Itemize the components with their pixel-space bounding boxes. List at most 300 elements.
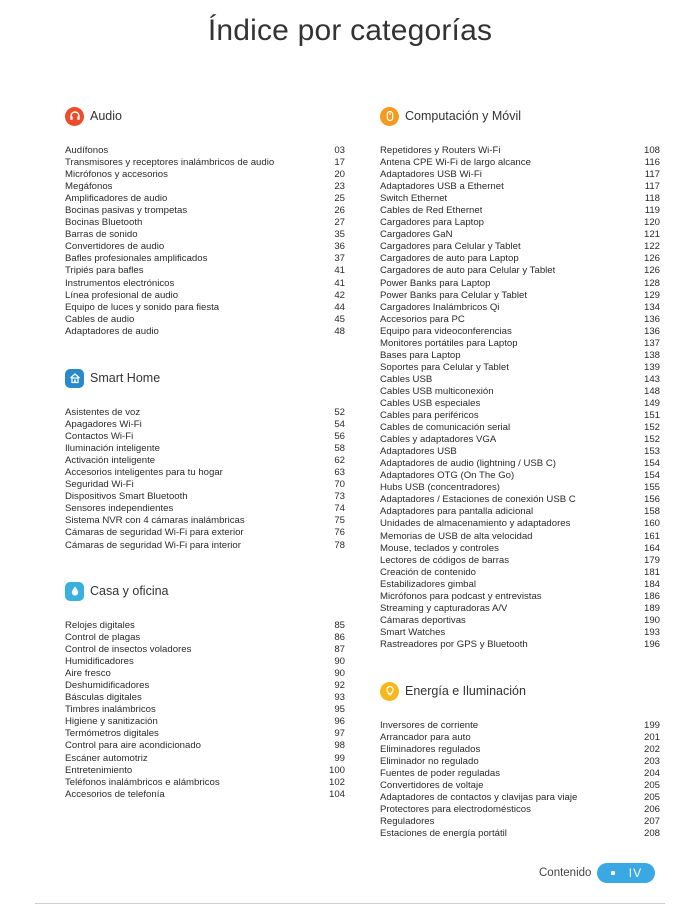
index-entry[interactable]	[380, 816, 660, 828]
index-entry[interactable]	[65, 644, 345, 656]
entry-page: 204	[643, 768, 660, 780]
index-entry[interactable]	[380, 482, 660, 494]
index-entry[interactable]	[65, 455, 345, 467]
index-entry[interactable]	[65, 407, 345, 419]
entry-name: Adaptadores de audio	[65, 325, 159, 337]
entry-page: 23	[334, 181, 345, 193]
entry-page: 128	[643, 277, 660, 289]
entry-page: 126	[643, 253, 660, 265]
entry-name: Iluminación inteligente	[65, 443, 160, 455]
entry-name: Convertidores de voltaje	[380, 780, 484, 792]
entry-page: 108	[643, 145, 660, 156]
section-title-smart-home: Smart Home	[90, 371, 161, 385]
index-entry[interactable]	[380, 290, 660, 302]
index-entry[interactable]	[65, 656, 345, 668]
index-entry[interactable]	[65, 278, 345, 290]
entry-page: 56	[334, 431, 345, 443]
entry-name: Audífonos	[65, 145, 109, 156]
entry-page: 153	[643, 446, 660, 458]
index-entry[interactable]	[65, 704, 345, 716]
entry-page: 137	[643, 337, 660, 349]
entry-list-smart-home	[65, 407, 345, 552]
footer-page-badge	[597, 863, 655, 883]
index-entry[interactable]	[380, 229, 660, 241]
index-entry[interactable]	[65, 491, 345, 503]
entry-page: 36	[334, 241, 345, 253]
entry-name: Apagadores Wi-Fi	[65, 419, 142, 431]
entry-page: 93	[334, 692, 345, 704]
entry-page: 92	[334, 680, 345, 692]
entry-name: Cables para periféricos	[380, 410, 479, 422]
index-entry[interactable]	[65, 169, 345, 181]
entry-name: Dispositivos Smart Bluetooth	[65, 491, 188, 503]
entry-page: 196	[643, 638, 660, 650]
entry-name: Cargadores de auto para Celular y Tablet	[380, 265, 556, 277]
entry-name: Humidificadores	[65, 656, 134, 668]
entry-page: 208	[643, 828, 660, 840]
index-entry[interactable]	[65, 789, 345, 801]
entry-name: Tripiés para bafles	[65, 265, 144, 277]
entry-page: 75	[334, 515, 345, 527]
entry-name: Antena CPE Wi-Fi de largo alcance	[380, 157, 531, 169]
index-entry[interactable]	[380, 422, 660, 434]
entry-page: 26	[334, 205, 345, 217]
entry-page: 152	[643, 434, 660, 446]
entry-name: Cámaras de seguridad Wi-Fi para interior	[65, 539, 241, 551]
entry-name: Transmisores y receptores inalámbricos de audio	[65, 157, 275, 169]
index-entry[interactable]	[380, 386, 660, 398]
index-entry[interactable]	[65, 740, 345, 752]
entry-page: 134	[643, 301, 660, 313]
entry-page: 52	[334, 407, 345, 418]
entry-name: Micrófonos y accesorios	[65, 169, 168, 181]
smart-home-icon	[65, 369, 84, 388]
entry-page: 63	[334, 467, 345, 479]
entry-name: Estaciones de energía portátil	[380, 828, 507, 840]
entry-page: 151	[643, 410, 660, 422]
entry-page: 160	[643, 518, 660, 530]
entry-page: 35	[334, 229, 345, 241]
entry-page: 90	[334, 668, 345, 680]
index-entry[interactable]	[65, 620, 345, 632]
entry-name: Sistema NVR con 4 cámaras inalámbricas	[65, 515, 245, 527]
entry-name: Memorias de USB de alta velocidad	[380, 530, 533, 542]
index-entry[interactable]	[380, 567, 660, 579]
index-entry[interactable]	[380, 374, 660, 386]
entry-page: 186	[643, 590, 660, 602]
entry-page: 100	[328, 764, 345, 776]
entry-page: 139	[643, 361, 660, 373]
entry-page: 74	[334, 503, 345, 515]
index-entry[interactable]	[380, 615, 660, 627]
entry-page: 154	[643, 470, 660, 482]
index-entry[interactable]	[65, 479, 345, 491]
index-entry[interactable]	[65, 680, 345, 692]
index-entry[interactable]	[380, 494, 660, 506]
entry-page: 42	[334, 289, 345, 301]
entry-name: Control de insectos voladores	[65, 644, 192, 656]
entry-name: Arrancador para auto	[380, 732, 471, 744]
index-entry[interactable]	[380, 362, 660, 374]
index-entry[interactable]	[380, 410, 660, 422]
entry-page: 25	[334, 193, 345, 205]
footer-square-icon	[611, 871, 615, 875]
entry-page: 17	[334, 157, 345, 169]
index-entry[interactable]	[380, 302, 660, 314]
index-entry[interactable]	[65, 632, 345, 644]
section-header-audio	[65, 105, 345, 127]
index-entry[interactable]	[65, 692, 345, 704]
section-header-computacion-movil	[380, 105, 660, 127]
entry-name: Cargadores GaN	[380, 229, 453, 241]
index-entry[interactable]	[65, 326, 345, 338]
lightbulb-icon	[380, 682, 399, 701]
entry-name: Estabilizadores gimbal	[380, 578, 476, 590]
index-entry[interactable]	[65, 253, 345, 265]
index-entry[interactable]	[65, 668, 345, 680]
index-entry[interactable]	[380, 458, 660, 470]
entry-name: Cargadores para Laptop	[380, 217, 485, 229]
index-entry[interactable]	[65, 314, 345, 326]
entry-page: 190	[643, 614, 660, 626]
entry-name: Adaptadores USB	[380, 446, 457, 458]
entry-name: Relojes digitales	[65, 620, 135, 631]
entry-name: Entretenimiento	[65, 764, 133, 776]
entry-name: Cámaras de seguridad Wi-Fi para exterior	[65, 527, 244, 539]
entry-page: 20	[334, 169, 345, 181]
entry-name: Protectores para electrodomésticos	[380, 804, 531, 816]
headphones-icon	[65, 107, 84, 126]
index-entry[interactable]	[65, 419, 345, 431]
entry-name: Contactos Wi-Fi	[65, 431, 134, 443]
entry-page: 95	[334, 704, 345, 716]
entry-name: Adaptadores USB Wi-Fi	[380, 169, 482, 181]
entry-name: Activación inteligente	[65, 455, 156, 467]
entry-page: 90	[334, 656, 345, 668]
index-entry[interactable]	[65, 765, 345, 777]
index-entry[interactable]	[380, 543, 660, 555]
entry-name: Deshumidificadores	[65, 680, 150, 692]
entry-page: 154	[643, 458, 660, 470]
index-entry[interactable]	[380, 506, 660, 518]
entry-name: Básculas digitales	[65, 692, 142, 704]
index-entry[interactable]	[65, 157, 345, 169]
index-entry[interactable]	[380, 579, 660, 591]
entry-page: 116	[644, 157, 660, 169]
index-entry[interactable]	[380, 217, 660, 229]
entry-page: 152	[643, 422, 660, 434]
entry-name: Teléfonos inalámbricos e alámbricos	[65, 776, 220, 788]
index-entry[interactable]	[380, 470, 660, 482]
entry-page: 41	[334, 277, 345, 289]
entry-name: Soportes para Celular y Tablet	[380, 361, 509, 373]
section-title-audio: Audio	[90, 109, 122, 123]
index-entry[interactable]	[65, 467, 345, 479]
index-entry[interactable]	[65, 265, 345, 277]
entry-page: 48	[334, 325, 345, 337]
entry-name: Inversores de corriente	[380, 720, 479, 731]
entry-name: Bocinas pasivas y trompetas	[65, 205, 188, 217]
entry-name: Higiene y sanitización	[65, 716, 158, 728]
entry-page: 37	[334, 253, 345, 265]
index-entry[interactable]	[65, 777, 345, 789]
section-title-energia-iluminacion: Energía e Iluminación	[405, 684, 526, 698]
entry-name: Reguladores	[380, 816, 435, 828]
entry-page: 155	[643, 482, 660, 494]
page-title: Índice por categorías	[207, 14, 493, 47]
index-entry[interactable]	[65, 443, 345, 455]
entry-page: 129	[643, 289, 660, 301]
index-entry[interactable]	[65, 431, 345, 443]
index-entry[interactable]	[380, 828, 660, 840]
entry-page: 121	[643, 229, 660, 241]
index-entry[interactable]	[380, 398, 660, 410]
entry-page: 70	[334, 479, 345, 491]
entry-name: Accesorios inteligentes para tu hogar	[65, 467, 223, 479]
index-entry[interactable]	[380, 205, 660, 217]
entry-name: Equipo de luces y sonido para fiesta	[65, 301, 220, 313]
index-entry[interactable]	[380, 756, 660, 768]
entry-name: Megáfonos	[65, 181, 113, 193]
section-energia-iluminacion	[380, 680, 660, 840]
index-entry[interactable]	[380, 732, 660, 744]
index-entry[interactable]	[380, 145, 660, 157]
index-entry[interactable]	[380, 591, 660, 603]
index-entry[interactable]	[65, 503, 345, 515]
index-entry[interactable]	[65, 540, 345, 552]
section-header-casa-oficina	[65, 580, 345, 602]
index-entry[interactable]	[65, 290, 345, 302]
entry-name: Monitores portátiles para Laptop	[380, 337, 518, 349]
index-entry[interactable]	[65, 515, 345, 527]
index-entry[interactable]	[380, 326, 660, 338]
entry-page: 54	[334, 419, 345, 431]
entry-page: 117	[644, 169, 660, 181]
index-entry[interactable]	[380, 265, 660, 277]
entry-page: 189	[643, 602, 660, 614]
index-entry[interactable]	[380, 555, 660, 567]
entry-page: 45	[334, 313, 345, 325]
entry-page: 149	[643, 397, 660, 409]
entry-page: 78	[334, 539, 345, 551]
entry-page: 122	[643, 241, 660, 253]
entry-page: 181	[643, 566, 660, 578]
entry-name: Adaptadores para pantalla adicional	[380, 506, 534, 518]
index-entry[interactable]	[380, 627, 660, 639]
entry-page: 58	[334, 443, 345, 455]
entry-page: 27	[334, 217, 345, 229]
index-entry[interactable]	[65, 217, 345, 229]
entry-name: Barras de sonido	[65, 229, 138, 241]
entry-page: 118	[644, 193, 660, 205]
entry-page: 85	[334, 620, 345, 631]
entry-name: Fuentes de poder reguladas	[380, 768, 501, 780]
index-entry[interactable]	[380, 744, 660, 756]
entry-page: 158	[643, 506, 660, 518]
entry-name: Adaptadores de audio (lightning / USB C)	[380, 458, 556, 470]
index-entry[interactable]	[380, 446, 660, 458]
index-entry[interactable]	[65, 527, 345, 539]
entry-name: Adaptadores de contactos y clavijas para viaje	[380, 792, 578, 804]
entry-name: Micrófonos para podcast y entrevistas	[380, 590, 542, 602]
index-entry[interactable]	[65, 193, 345, 205]
index-entry[interactable]	[65, 302, 345, 314]
entry-name: Termómetros digitales	[65, 728, 159, 740]
index-entry[interactable]	[65, 241, 345, 253]
entry-page: 87	[334, 644, 345, 656]
entry-page: 104	[328, 788, 345, 800]
section-computacion-movil	[380, 105, 660, 651]
entry-page: 164	[643, 542, 660, 554]
entry-name: Cables de comunicación serial	[380, 422, 511, 434]
entry-page: 156	[643, 494, 660, 506]
entry-page: 201	[643, 732, 660, 744]
section-title-computacion-movil: Computación y Móvil	[405, 109, 522, 123]
entry-page: 96	[334, 716, 345, 728]
index-entry[interactable]	[380, 169, 660, 181]
index-entry[interactable]	[380, 350, 660, 362]
entry-name: Asistentes de voz	[65, 407, 141, 418]
footer-label: Contenido	[539, 867, 592, 879]
entry-page: 76	[334, 527, 345, 539]
entry-page: 117	[644, 181, 660, 193]
index-entry[interactable]	[65, 181, 345, 193]
entry-name: Adaptadores / Estaciones de conexión USB C	[380, 494, 576, 506]
index-entry[interactable]	[380, 157, 660, 169]
entry-page: 138	[643, 349, 660, 361]
entry-page: 207	[643, 816, 660, 828]
entry-list-energia-iluminacion	[380, 720, 660, 840]
index-entry[interactable]	[380, 338, 660, 350]
section-casa-oficina	[65, 580, 345, 801]
entry-page: 99	[334, 752, 345, 764]
entry-name: Hubs USB (concentradores)	[380, 482, 500, 494]
entry-name: Instrumentos electrónicos	[65, 277, 175, 289]
entry-name: Streaming y capturadoras A/V	[380, 602, 508, 614]
index-entry[interactable]	[380, 278, 660, 290]
entry-name: Convertidores de audio	[65, 241, 165, 253]
index-entry[interactable]	[380, 792, 660, 804]
entry-page: 120	[643, 217, 660, 229]
entry-page: 199	[643, 720, 660, 731]
entry-page: 205	[643, 780, 660, 792]
index-entry[interactable]	[380, 804, 660, 816]
entry-name: Cables de Red Ethernet	[380, 205, 483, 217]
index-entry[interactable]	[65, 205, 345, 217]
entry-name: Cargadores para Celular y Tablet	[380, 241, 521, 253]
entry-name: Accesorios de telefonía	[65, 788, 165, 800]
index-entry[interactable]	[380, 434, 660, 446]
entry-page: 86	[334, 632, 345, 644]
entry-name: Adaptadores OTG (On The Go)	[380, 470, 515, 482]
entry-list-casa-oficina	[65, 620, 345, 801]
index-entry[interactable]	[65, 753, 345, 765]
entry-name: Escáner automotriz	[65, 752, 148, 764]
index-entry[interactable]	[65, 145, 345, 157]
entry-page: 03	[334, 145, 345, 156]
index-entry[interactable]	[380, 253, 660, 265]
section-header-smart-home	[65, 367, 345, 389]
entry-page: 44	[334, 301, 345, 313]
index-entry[interactable]	[380, 531, 660, 543]
entry-name: Cámaras deportivas	[380, 614, 466, 626]
entry-name: Seguridad Wi-Fi	[65, 479, 134, 491]
index-entry[interactable]	[65, 728, 345, 740]
index-entry[interactable]	[380, 314, 660, 326]
page-footer	[539, 863, 655, 883]
index-entry[interactable]	[380, 193, 660, 205]
entry-page: 184	[643, 578, 660, 590]
entry-name: Bocinas Bluetooth	[65, 217, 143, 229]
index-entry[interactable]	[380, 720, 660, 732]
index-entry[interactable]	[380, 639, 660, 651]
entry-name: Cables y adaptadores VGA	[380, 434, 497, 446]
index-entry[interactable]	[380, 181, 660, 193]
entry-name: Cables de audio	[65, 313, 135, 325]
entry-name: Bafles profesionales amplificados	[65, 253, 208, 265]
entry-name: Adaptadores USB a Ethernet	[380, 181, 504, 193]
entry-page: 119	[644, 205, 660, 217]
entry-name: Cables USB multiconexión	[380, 385, 494, 397]
bottom-divider	[35, 903, 665, 904]
entry-name: Aire fresco	[65, 668, 111, 680]
entry-name: Control para aire acondicionado	[65, 740, 201, 752]
entry-name: Unidades de almacenamiento y adaptadores	[380, 518, 571, 530]
index-entry[interactable]	[380, 780, 660, 792]
entry-page: 126	[643, 265, 660, 277]
footer-page-number: IV	[628, 866, 643, 880]
index-entry[interactable]	[380, 241, 660, 253]
entry-page: 206	[643, 804, 660, 816]
entry-page: 98	[334, 740, 345, 752]
entry-name: Eliminador no regulado	[380, 756, 479, 768]
entry-page: 179	[643, 554, 660, 566]
index-entry[interactable]	[380, 518, 660, 530]
entry-name: Cargadores de auto para Laptop	[380, 253, 519, 265]
entry-name: Switch Ethernet	[380, 193, 448, 205]
entry-list-computacion-movil	[380, 145, 660, 651]
entry-page: 41	[334, 265, 345, 277]
entry-page: 102	[328, 776, 345, 788]
index-entry[interactable]	[65, 229, 345, 241]
entry-name: Lectores de códigos de barras	[380, 554, 510, 566]
entry-page: 62	[334, 455, 345, 467]
entry-name: Cargadores Inalámbricos Qi	[380, 301, 500, 313]
entry-name: Cables USB	[380, 373, 433, 385]
index-entry[interactable]	[380, 603, 660, 615]
index-entry[interactable]	[65, 716, 345, 728]
entry-name: Timbres inalámbricos	[65, 704, 156, 716]
entry-page: 193	[643, 626, 660, 638]
entry-name: Amplificadores de audio	[65, 193, 168, 205]
section-title-casa-oficina: Casa y oficina	[90, 584, 169, 598]
section-smart-home	[65, 367, 345, 552]
entry-name: Equipo para videoconferencias	[380, 325, 512, 337]
section-header-energia-iluminacion	[380, 680, 660, 702]
entry-list-audio	[65, 145, 345, 338]
entry-page: 97	[334, 728, 345, 740]
entry-name: Rastreadores por GPS y Bluetooth	[380, 638, 528, 650]
entry-page: 143	[643, 373, 660, 385]
entry-name: Creación de contenido	[380, 566, 477, 578]
entry-name: Mouse, teclados y controles	[380, 542, 499, 554]
mouse-icon	[380, 107, 399, 126]
entry-name: Control de plagas	[65, 632, 141, 644]
entry-name: Sensores independientes	[65, 503, 174, 515]
entry-page: 73	[334, 491, 345, 503]
index-entry[interactable]	[380, 768, 660, 780]
entry-page: 148	[643, 385, 660, 397]
